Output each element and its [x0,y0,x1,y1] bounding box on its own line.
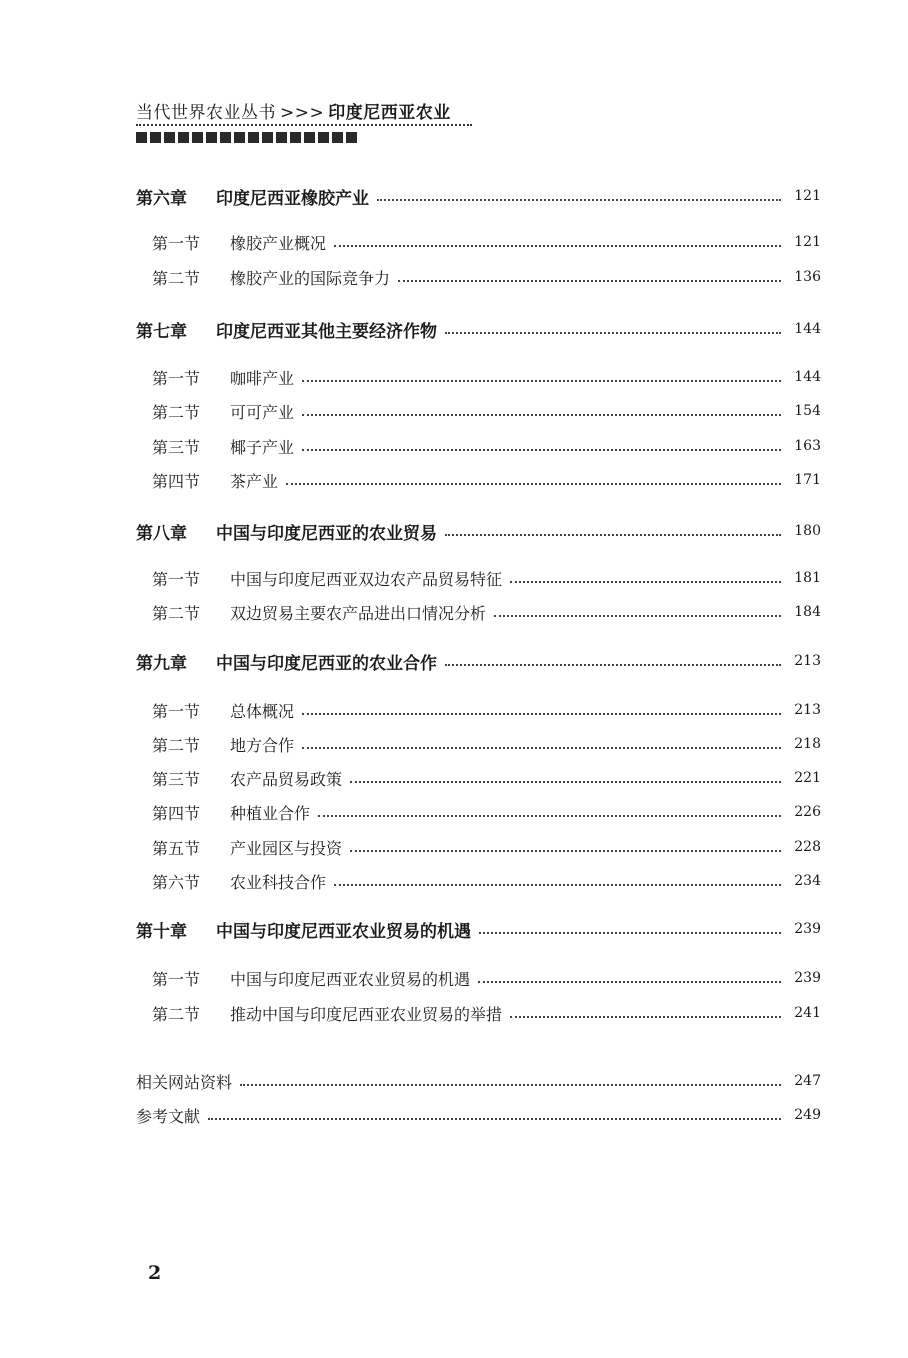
section-number: 第四节 [152,803,201,823]
dot-leader [208,1118,781,1120]
toc-appendix[interactable] [136,1068,821,1094]
folio-page-number: 2 [148,1262,162,1284]
dot-leader [302,414,781,416]
toc-section[interactable] [152,731,821,757]
dot-leader [302,747,781,749]
section-number: 第二节 [152,735,201,755]
toc-chapter[interactable] [136,183,821,209]
page-number: 213 [794,653,821,669]
toc-section[interactable] [152,599,821,625]
toc-section[interactable] [152,398,821,424]
dot-leader [445,534,781,536]
dot-leader [302,380,781,382]
section-title: 农产品贸易政策 [230,769,343,789]
page-number: 181 [794,570,821,586]
dot-leader [302,449,781,451]
chapter-title: 中国与印度尼西亚的农业贸易 [216,523,437,544]
page-number: 163 [794,438,821,454]
toc-section[interactable] [152,799,821,825]
toc-section[interactable] [152,834,821,860]
section-number: 第二节 [152,402,201,422]
page-number: 171 [794,472,821,488]
dot-leader [479,932,781,934]
page-number: 218 [794,736,821,752]
page-number: 213 [794,702,821,718]
toc-chapter[interactable] [136,316,821,342]
running-header [136,98,606,123]
dot-leader [302,713,781,715]
section-title: 农业科技合作 [230,872,327,892]
section-title: 推动中国与印度尼西亚农业贸易的举措 [230,1004,503,1024]
toc-appendix[interactable] [136,1102,821,1128]
dot-leader [510,581,781,583]
appendix-title: 参考文献 [136,1106,201,1126]
toc-section[interactable] [152,229,821,255]
page-number: 121 [794,188,821,204]
page-number: 144 [794,321,821,337]
section-title: 地方合作 [230,735,295,755]
page-number: 184 [794,604,821,620]
section-number: 第二节 [152,1004,201,1024]
section-title: 茶产业 [230,471,279,491]
page-number: 239 [794,970,821,986]
toc-section[interactable] [152,565,821,591]
chapter-title: 中国与印度尼西亚农业贸易的机遇 [216,921,471,942]
section-title: 总体概况 [230,701,295,721]
section-number: 第一节 [152,969,201,989]
dot-leader [350,850,781,852]
section-title: 可可产业 [230,402,295,422]
section-title: 中国与印度尼西亚农业贸易的机遇 [230,969,471,989]
section-number: 第五节 [152,838,201,858]
dot-leader [377,199,781,201]
header-separator: >>> [280,103,325,123]
page-number: 249 [794,1107,821,1123]
toc-section[interactable] [152,765,821,791]
toc-section[interactable] [152,697,821,723]
page-number: 234 [794,873,821,889]
toc-chapter[interactable] [136,648,821,674]
chapter-number: 第七章 [136,321,187,342]
section-number: 第一节 [152,701,201,721]
dot-leader [334,245,781,247]
toc-section[interactable] [152,965,821,991]
section-title: 种植业合作 [230,803,311,823]
appendix-title: 相关网站资料 [136,1072,233,1092]
dot-leader [478,981,781,983]
section-title: 产业园区与投资 [230,838,343,858]
section-number: 第四节 [152,471,201,491]
toc-chapter[interactable] [136,518,821,544]
chapter-number: 第九章 [136,653,187,674]
dot-leader [445,664,781,666]
page-number: 239 [794,921,821,937]
page-number: 136 [794,269,821,285]
section-number: 第三节 [152,437,201,457]
dot-leader [398,280,781,282]
page-number: 247 [794,1073,821,1089]
toc-section[interactable] [152,264,821,290]
header-block-bar [136,132,357,144]
section-number: 第六节 [152,872,201,892]
page-number: 228 [794,839,821,855]
toc-section[interactable] [152,868,821,894]
dot-leader [286,483,781,485]
section-number: 第二节 [152,603,201,623]
chapter-number: 第八章 [136,523,187,544]
toc-section[interactable] [152,433,821,459]
toc-section[interactable] [152,364,821,390]
dot-leader [318,815,781,817]
section-title: 中国与印度尼西亚双边农产品贸易特征 [230,569,503,589]
page-number: 221 [794,770,821,786]
toc-section[interactable] [152,1000,821,1026]
section-title: 咖啡产业 [230,368,295,388]
dot-leader [240,1084,781,1086]
section-title: 椰子产业 [230,437,295,457]
chapter-title: 印度尼西亚橡胶产业 [216,188,369,209]
chapter-title: 中国与印度尼西亚的农业合作 [216,653,437,674]
dot-leader [445,332,781,334]
section-title: 橡胶产业概况 [230,233,327,253]
dot-leader [350,781,781,783]
section-title: 橡胶产业的国际竞争力 [230,268,391,288]
chapter-title: 印度尼西亚其他主要经济作物 [216,321,437,342]
section-number: 第二节 [152,268,201,288]
page-number: 180 [794,523,821,539]
section-number: 第一节 [152,233,201,253]
chapter-number: 第六章 [136,188,187,209]
toc-chapter[interactable] [136,916,821,942]
page-number: 144 [794,369,821,385]
section-number: 第一节 [152,368,201,388]
book-title: 印度尼西亚农业 [328,103,451,123]
section-number: 第一节 [152,569,201,589]
chapter-number: 第十章 [136,921,187,942]
dot-leader [510,1016,781,1018]
series-name: 当代世界农业丛书 [136,103,276,123]
page-number: 154 [794,403,821,419]
section-number: 第三节 [152,769,201,789]
dot-leader [494,615,781,617]
page-number: 121 [794,234,821,250]
dot-leader [334,884,781,886]
section-title: 双边贸易主要农产品进出口情况分析 [230,603,487,623]
page-number: 226 [794,804,821,820]
toc-section[interactable] [152,467,821,493]
page-number: 241 [794,1005,821,1021]
header-dotted-rule [136,124,472,126]
